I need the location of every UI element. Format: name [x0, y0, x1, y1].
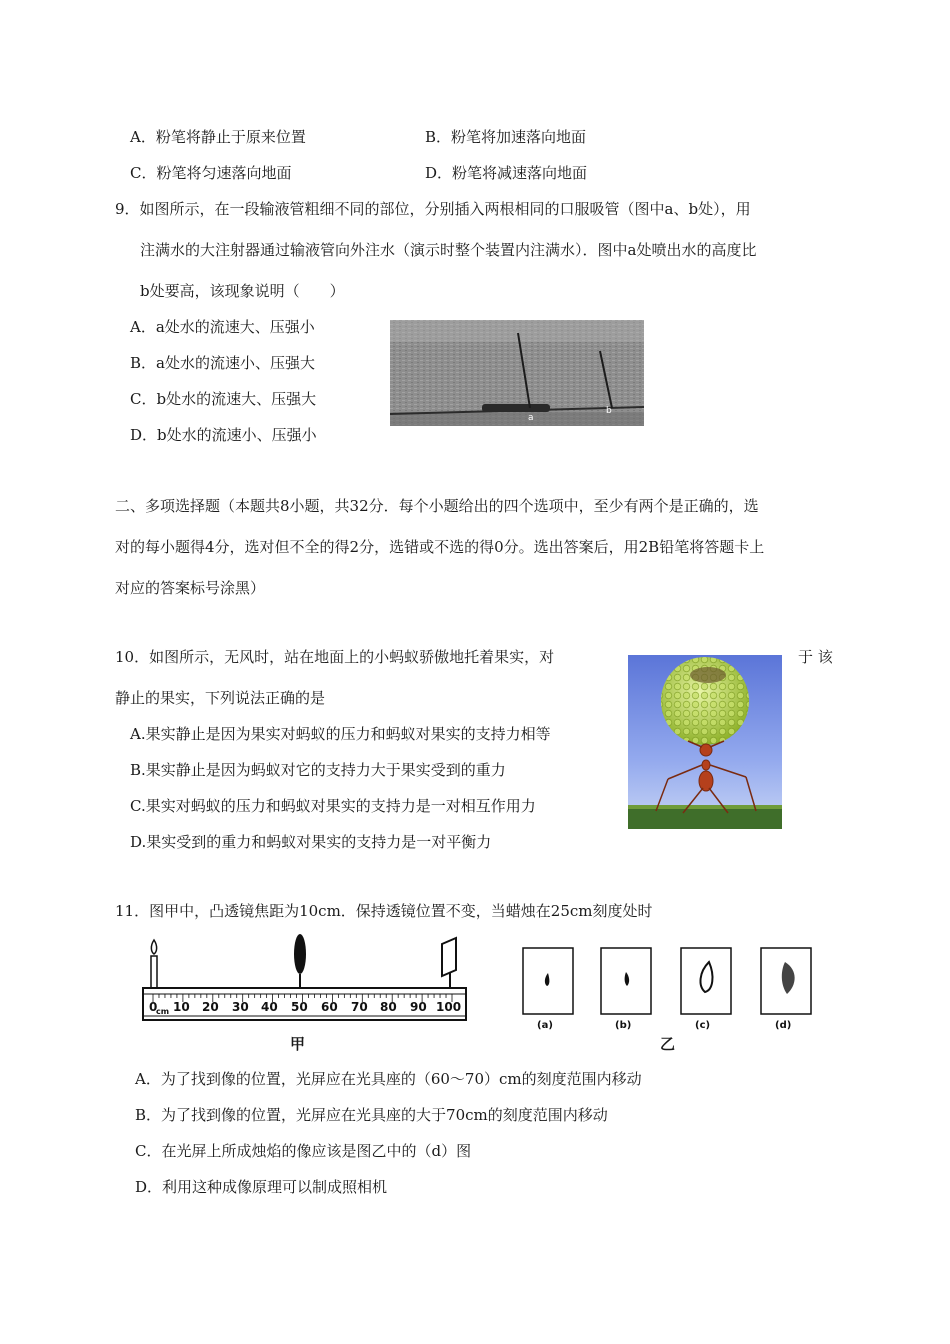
panel-b-label: (b) — [615, 1020, 632, 1031]
flame-b-icon — [625, 972, 630, 986]
q11-option-c: C．在光屏上所成烛焰的像应该是图乙中的（d）图 — [135, 1142, 472, 1160]
q10-option-d: D.果实受到的重力和蚂蚁对果实的支持力是一对平衡力 — [130, 833, 492, 851]
q9-stem-line2: 注满水的大注射器通过输液管向外注水（演示时整个装置内注满水）．图中a处喷出水的高度比 — [140, 241, 757, 259]
flame-d-icon — [782, 962, 795, 994]
q10-option-a: A.果实静止是因为果实对蚂蚁的压力和蚂蚁对果实的支持力相等 — [130, 725, 551, 743]
scale-tick-40: 40 — [261, 1000, 278, 1014]
scale-tick-0: 0 — [149, 1000, 158, 1014]
q11-option-d: D．利用这种成像原理可以制成照相机 — [135, 1178, 388, 1196]
q9-option-c: C．b处水的流速大、压强大 — [130, 390, 317, 408]
flame-c-icon — [700, 962, 712, 992]
q9-stem-line3: b处要高，该现象说明（ ） — [140, 282, 345, 300]
panel-d-label: (d) — [775, 1020, 792, 1031]
q9-option-d: D．b处水的流速小、压强小 — [130, 426, 317, 444]
scale-tick-50: 50 — [291, 1000, 308, 1014]
q8-option-a: A．粉笔将静止于原来位置 — [130, 128, 306, 146]
q9-option-a: A．a处水的流速大、压强小 — [130, 318, 315, 336]
q10-stem-line1: 10．如图所示，无风时，站在地面上的小蚂蚁骄傲地托着果实，对 — [115, 648, 555, 666]
fig-jia-label: 甲 — [290, 1035, 306, 1053]
screen-icon — [442, 938, 456, 988]
flame-images-figure — [515, 940, 815, 1035]
q11-option-b: B．为了找到像的位置，光屏应在光具座的大于70cm的刻度范围内移动 — [135, 1106, 608, 1124]
scale-unit: cm — [156, 1007, 170, 1016]
q8-option-c: C．粉笔将匀速落向地面 — [130, 164, 292, 182]
fig-label-b: b — [606, 406, 612, 416]
panel-c-frame — [681, 948, 731, 1014]
flame-a-icon — [545, 973, 550, 986]
section2-line1: 二、多项选择题（本题共8小题，共32分．每个小题给出的四个选项中，至少有两个是正确的，选 — [115, 497, 759, 515]
scale-tick-30: 30 — [232, 1000, 249, 1014]
scale-tick-10: 10 — [173, 1000, 190, 1014]
ant-fruit-figure — [628, 655, 782, 829]
scale-tick-90: 90 — [410, 1000, 427, 1014]
scale-tick-60: 60 — [321, 1000, 338, 1014]
tube-figure — [390, 320, 644, 426]
section2-line3: 对应的答案标号涂黑） — [115, 579, 266, 597]
q10-option-c: C.果实对蚂蚁的压力和蚂蚁对果实的支持力是一对相互作用力 — [130, 797, 536, 815]
q10-stem-line1-tail: 于 该 — [798, 648, 833, 666]
q10-option-b: B.果实静止是因为蚂蚁对它的支持力大于果实受到的重力 — [130, 761, 506, 779]
q8-option-d: D．粉笔将减速落向地面 — [425, 164, 588, 182]
candle-icon — [151, 940, 157, 988]
scale-tick-80: 80 — [380, 1000, 397, 1014]
scale-tick-70: 70 — [351, 1000, 368, 1014]
scale-tick-20: 20 — [202, 1000, 219, 1014]
q9-stem-line1: 9．如图所示，在一段输液管粗细不同的部位，分别插入两根相同的口服吸管（图中a、b处），用 — [115, 200, 751, 218]
panel-a-label: (a) — [537, 1020, 553, 1031]
section2-line2: 对的每小题得4分，选对但不全的得2分，选错或不选的得0分。选出答案后，用2B铅笔将答题卡上 — [115, 538, 765, 556]
fig-label-a: a — [528, 413, 534, 423]
optical-bench-figure — [140, 932, 470, 1022]
panel-c-label: (c) — [695, 1020, 711, 1031]
scale-tick-100: 100 — [436, 1000, 462, 1014]
lens-icon — [294, 934, 306, 988]
q8-option-b: B．粉笔将加速落向地面 — [425, 128, 587, 146]
q9-option-b: B．a处水的流速小、压强大 — [130, 354, 315, 372]
q10-stem-line2: 静止的果实，下列说法正确的是 — [115, 689, 326, 707]
q11-option-a: A．为了找到像的位置，光屏应在光具座的（60～70）cm的刻度范围内移动 — [135, 1070, 642, 1088]
fig-yi-label: 乙 — [660, 1035, 676, 1053]
q11-stem: 11．图甲中，凸透镜焦距为10cm．保持透镜位置不变，当蜡烛在25cm刻度处时 — [115, 902, 653, 920]
